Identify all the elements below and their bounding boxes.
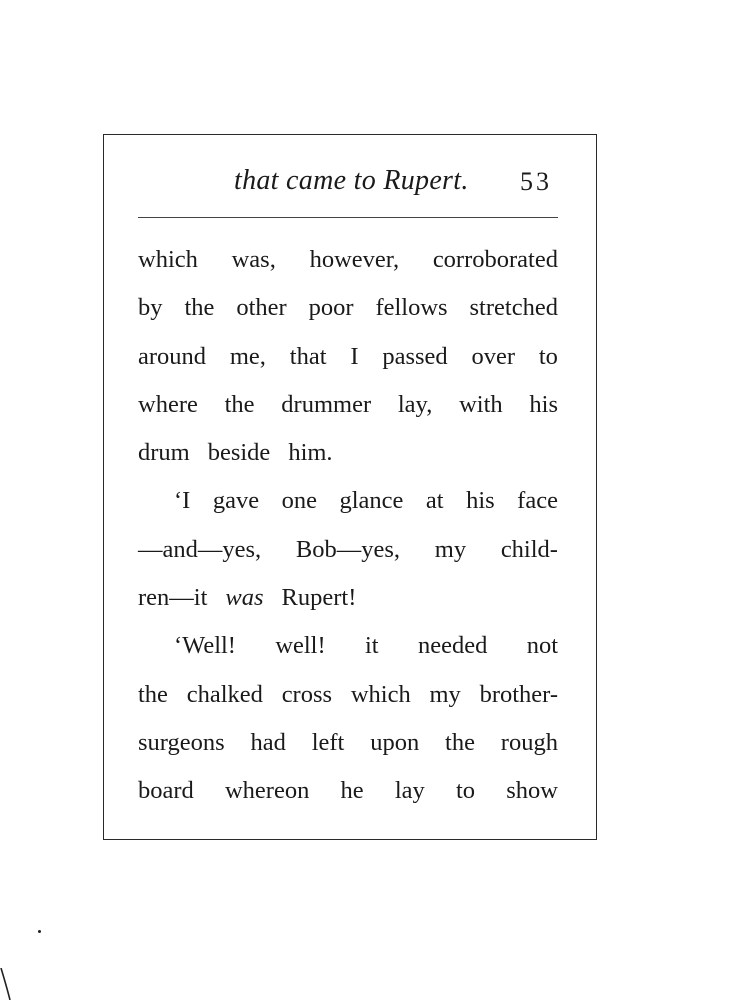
word: at (425, 487, 444, 515)
word: to (538, 342, 558, 370)
word: one (281, 487, 317, 515)
word: Bob—yes, (295, 535, 401, 563)
word: that (289, 342, 327, 370)
text-line (138, 526, 558, 574)
word: ren—it (138, 584, 208, 612)
word: corroborated (432, 246, 558, 273)
word: was (225, 584, 264, 612)
word: face (517, 487, 558, 515)
word: fellows (375, 294, 448, 322)
word: the (138, 680, 168, 708)
word: chalked (186, 680, 263, 708)
page-number: 53 (520, 167, 552, 196)
text-line (138, 477, 558, 525)
word: drummer (281, 390, 372, 418)
header-rule (138, 217, 558, 218)
text-line (138, 622, 558, 670)
word: left (311, 728, 345, 756)
word: glance (339, 487, 404, 515)
word: my (434, 535, 467, 563)
word: however, (309, 246, 400, 273)
word: —and—yes, (138, 535, 262, 563)
word: his (529, 390, 558, 418)
word: board (138, 777, 194, 805)
scan-edge-mark (0, 968, 12, 1000)
word: lay, (397, 390, 433, 418)
word: poor (308, 294, 354, 322)
text-line (138, 333, 558, 381)
word: around (138, 342, 207, 370)
word: ‘I (174, 487, 191, 515)
text-line (138, 284, 558, 332)
text-line (138, 381, 558, 429)
word: the (224, 390, 255, 418)
body-text (138, 236, 558, 816)
word: with (459, 390, 503, 418)
word: gave (212, 487, 260, 515)
word: me, (229, 342, 266, 370)
running-head (0, 163, 743, 203)
text-line (138, 429, 558, 477)
word: to (455, 777, 476, 805)
word: beside (207, 439, 271, 467)
text-line (138, 236, 558, 284)
word: had (250, 728, 286, 756)
word: needed (417, 632, 488, 660)
word: whereon (224, 777, 310, 805)
word: passed (382, 342, 448, 370)
word: it (365, 632, 379, 660)
word: over (471, 342, 516, 370)
word: the (445, 728, 475, 756)
word: the (184, 294, 215, 322)
word: where (138, 390, 198, 418)
running-head-title: that came to Rupert. (234, 165, 469, 196)
word: upon (370, 728, 420, 756)
word: brother- (479, 680, 558, 708)
text-line (138, 719, 558, 767)
word: by (138, 294, 163, 322)
word: he (340, 777, 364, 805)
word: stretched (469, 294, 558, 322)
word: lay (394, 777, 425, 805)
word: other (236, 294, 287, 322)
word: I (350, 342, 359, 370)
word: child- (500, 535, 558, 563)
text-line (138, 574, 558, 622)
word: him. (288, 439, 333, 467)
text-line (138, 767, 558, 815)
word: was, (231, 246, 276, 273)
word: which (138, 246, 198, 273)
text-line (138, 671, 558, 719)
word: ‘Well! (174, 632, 236, 660)
word: not (526, 632, 558, 660)
word: Rupert! (281, 584, 357, 612)
word: cross (281, 680, 333, 708)
word: my (429, 680, 461, 708)
word: which (350, 680, 411, 708)
word: well! (275, 632, 326, 660)
word: his (466, 487, 495, 515)
word: drum (138, 439, 190, 467)
word: surgeons (138, 728, 225, 756)
word: show (506, 777, 558, 805)
word: rough (500, 728, 558, 756)
scan-speck (38, 930, 41, 933)
